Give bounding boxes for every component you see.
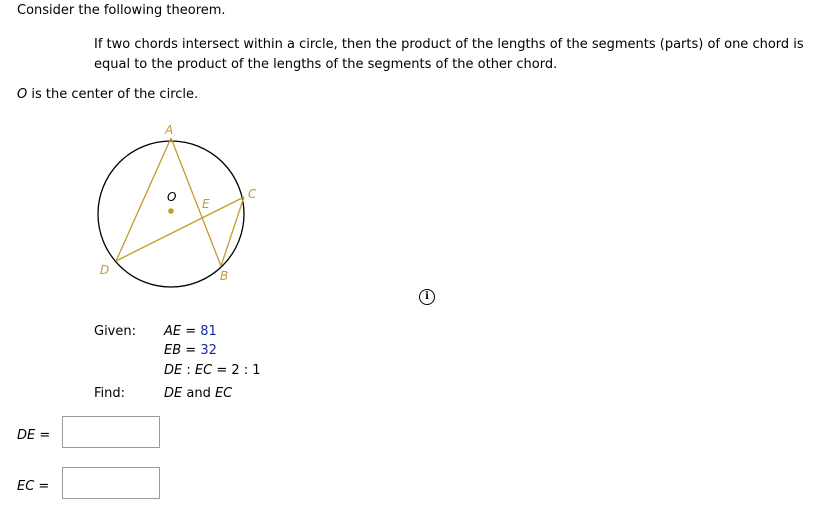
ae-eq: = bbox=[181, 324, 201, 339]
theorem-line-1: If two chords intersect within a circle, then the product of the lengths of the segments (parts) of one chord is bbox=[94, 37, 804, 52]
ec-answer-eq: = bbox=[34, 479, 50, 494]
de-answer-input[interactable] bbox=[62, 416, 160, 448]
circle-diagram bbox=[85, 118, 265, 288]
ae-var: AE bbox=[164, 324, 182, 339]
intro-text: Consider the following theorem. bbox=[17, 3, 226, 18]
ec-answer-var: EC bbox=[17, 479, 35, 494]
theorem-line-2: equal to the product of the lengths of the segments of the other chord. bbox=[94, 57, 558, 72]
de-answer-eq: = bbox=[35, 428, 51, 443]
ratio-ec: EC bbox=[194, 363, 213, 378]
label-c: C bbox=[248, 187, 257, 201]
chord-ab bbox=[171, 138, 221, 266]
find-ec: EC bbox=[214, 386, 233, 401]
ec-answer-label bbox=[17, 479, 49, 494]
eb-var: EB bbox=[164, 343, 182, 358]
find-targets bbox=[164, 386, 232, 401]
eb-eq: = bbox=[181, 343, 201, 358]
de-answer-label bbox=[17, 428, 50, 443]
find-label: Find: bbox=[94, 386, 126, 401]
label-o: O bbox=[167, 190, 177, 204]
center-var: O bbox=[17, 87, 28, 102]
de-answer-var: DE bbox=[17, 428, 36, 443]
label-d: D bbox=[100, 263, 110, 277]
given-eb bbox=[164, 343, 217, 358]
given-ratio bbox=[164, 363, 261, 378]
info-icon[interactable]: i bbox=[419, 289, 435, 305]
given-label: Given: bbox=[94, 324, 136, 339]
ratio-eq: = 2 : 1 bbox=[212, 363, 261, 378]
eb-value: 32 bbox=[200, 343, 217, 358]
chord-dc bbox=[116, 197, 244, 261]
find-de: DE bbox=[164, 386, 183, 401]
circle bbox=[98, 141, 244, 287]
center-dot bbox=[168, 208, 174, 214]
label-a: A bbox=[165, 123, 174, 137]
label-e: E bbox=[202, 197, 210, 211]
ratio-de: DE bbox=[164, 363, 183, 378]
theorem-statement bbox=[94, 35, 804, 75]
segment-ad bbox=[116, 138, 171, 261]
center-note-text: is the center of the circle. bbox=[27, 87, 199, 102]
ec-answer-input[interactable] bbox=[62, 467, 160, 499]
find-and: and bbox=[182, 386, 215, 401]
label-b: B bbox=[220, 269, 229, 283]
ratio-sep: : bbox=[182, 363, 195, 378]
given-ae bbox=[164, 324, 217, 339]
center-note bbox=[17, 87, 198, 102]
ae-value: 81 bbox=[200, 324, 217, 339]
